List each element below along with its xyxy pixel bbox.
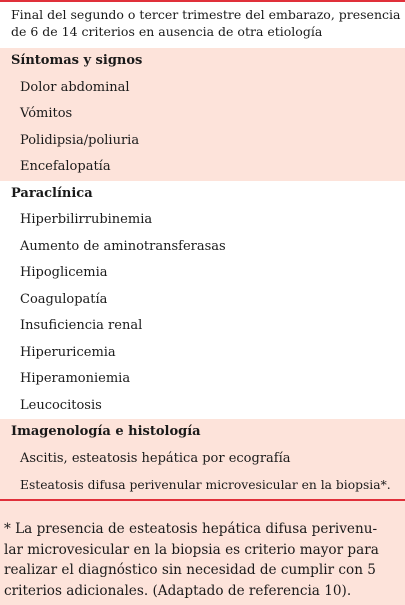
criterion-item: Hiperbilirrubinemia xyxy=(0,207,405,234)
criterion-item: Ascitis, esteatosis hepática por ecografía xyxy=(0,446,405,473)
criterion-item: Esteatosis difusa perivenular microvesicular en la biopsia*. xyxy=(0,472,405,499)
criterion-item: Coagulopatía xyxy=(0,287,405,314)
footnote-line-3: realizar el diagnóstico sin necesidad de cumplir con 5 xyxy=(4,562,376,578)
criterion-item: Polidipsia/poliuria xyxy=(0,128,405,155)
bottom-rule xyxy=(0,499,405,501)
criterion-item: Hipoglicemia xyxy=(0,260,405,287)
section-heading-paraclinica: Paraclínica xyxy=(0,181,405,208)
section-heading-imagenologia: Imagenología e histología xyxy=(0,419,405,446)
footnote xyxy=(0,519,405,601)
footnote-line-1: * La presencia de esteatosis hepática difusa perivenu- xyxy=(4,521,378,537)
criterion-item: Vómitos xyxy=(0,101,405,128)
intro-line-2: de 6 de 14 criterios en ausencia de otra etiología xyxy=(11,24,323,39)
table-intro xyxy=(0,2,405,48)
intro-line-1: Final del segundo o tercer trimestre del embarazo, presencia xyxy=(11,7,401,22)
criterion-item: Aumento de aminotransferasas xyxy=(0,234,405,261)
criterion-item: Dolor abdominal xyxy=(0,75,405,102)
criterion-item: Hiperuricemia xyxy=(0,340,405,367)
footnote-line-4: criterios adicionales. (Adaptado de referencia 10). xyxy=(4,582,352,599)
criterion-item: Leucocitosis xyxy=(0,393,405,420)
criterion-item: Insuficiencia renal xyxy=(0,313,405,340)
criterion-item: Hiperamoniemia xyxy=(0,366,405,393)
section-heading-sintomas: Síntomas y signos xyxy=(0,48,405,75)
criterion-item: Encefalopatía xyxy=(0,154,405,181)
footnote-line-2: lar microvesicular en la biopsia es criterio mayor para xyxy=(4,541,379,558)
